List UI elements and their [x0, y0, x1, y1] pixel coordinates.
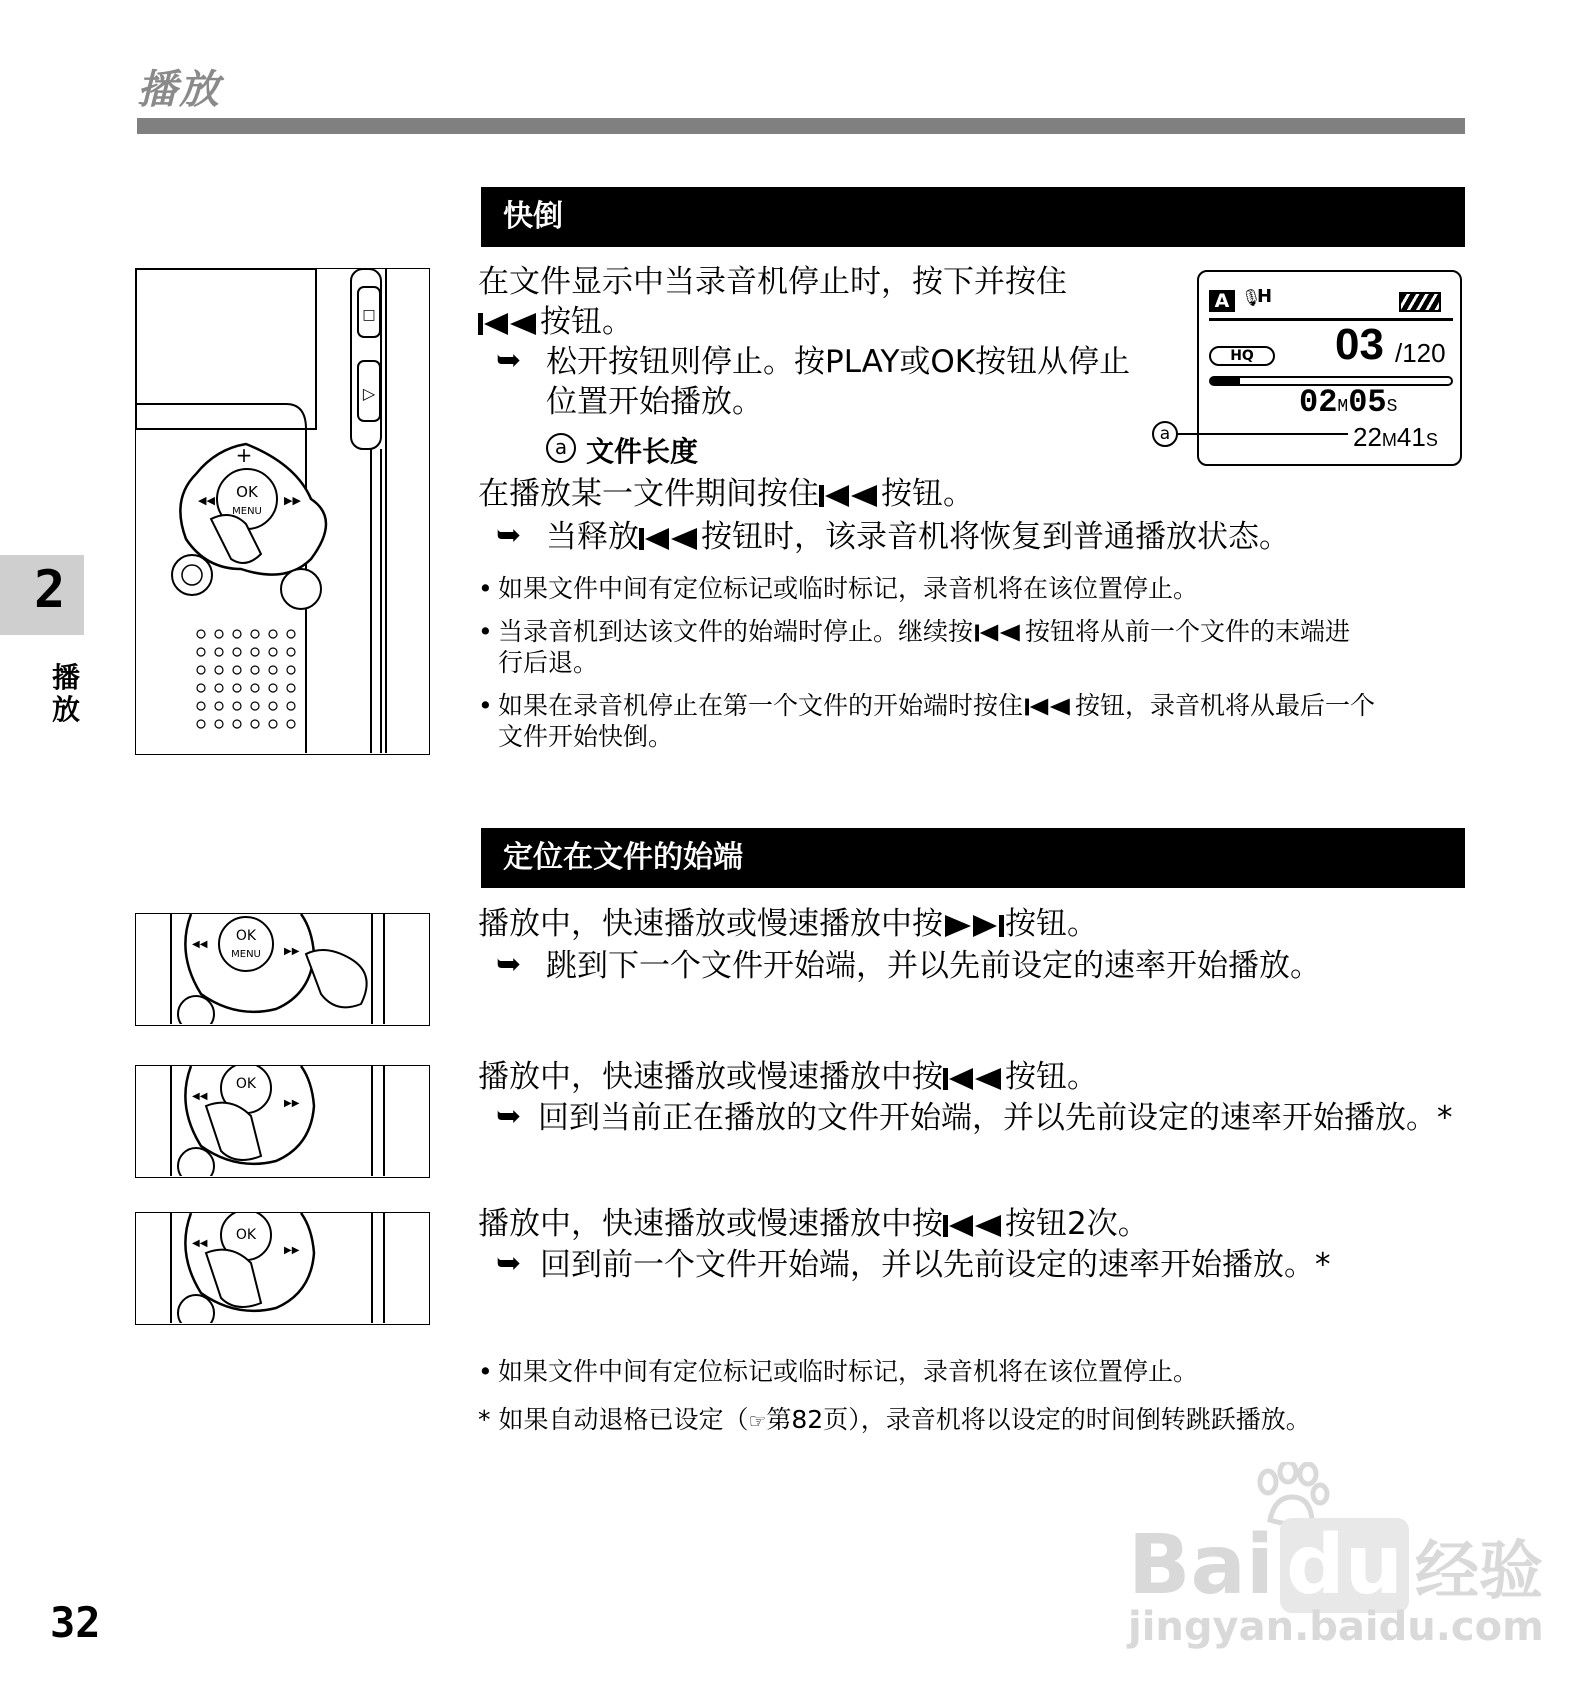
skip-back-icon [478, 311, 540, 337]
rewind-step1-line2-text: 按钮。 [540, 304, 633, 340]
baidu-watermark-url: jingyan.baidu.com [1128, 1604, 1544, 1650]
rewind-bullet-1: • 如果文件中间有定位标记或临时标记，录音机将在该位置停止。 [478, 574, 1199, 603]
battery-icon [1399, 292, 1441, 312]
lcd-progress-fill [1211, 378, 1240, 384]
svg-text:□: □ [362, 307, 376, 323]
rewind-bullet-2-pre: 当录音机到达该文件的始端时停止。继续按 [498, 617, 974, 646]
lcd-elapsed-sec: 05 [1348, 384, 1387, 421]
baidu-watermark-logo [1128, 1518, 1543, 1613]
svg-text:▶▶: ▶▶ [284, 494, 301, 507]
result-arrow-icon: ➥ [496, 1099, 522, 1134]
lcd-elapsed-min: 02 [1299, 384, 1338, 421]
locate-item-3-step [478, 1204, 1149, 1244]
rewind-result1-line2: 位置开始播放。 [546, 384, 763, 420]
locate-item-2-step [478, 1057, 1098, 1097]
rewind-result1-line1: 松开按钮则停止。按PLAY或OK按钮从停止 [546, 344, 1131, 380]
locate-note-2 [478, 1404, 1478, 1437]
result-arrow-icon: ➥ [496, 518, 522, 553]
skip-forward-illustration [135, 913, 430, 1026]
rewind-bullet-3-post: 按钮，录音机将从最后一个 [1075, 691, 1376, 720]
rewind-bullet-3-line2: 文件开始快倒。 [498, 722, 674, 751]
skip-back-illustration-1 [135, 1065, 430, 1178]
watermark-brand-a: Bai [1128, 1518, 1274, 1613]
lcd-file-current: 03 [1335, 320, 1384, 369]
svg-text:◀◀: ◀◀ [192, 939, 208, 950]
recorder-illustration [135, 268, 430, 755]
rewind-bullet-2: • 当录音机到达该文件的始端时停止。继续按 按钮将从前一个文件的末端进 行后退。 [478, 616, 1468, 678]
watermark-brand-c: 经验 [1415, 1535, 1544, 1609]
lcd-unit-s: S [1425, 430, 1438, 450]
svg-text:◀◀: ◀◀ [192, 1091, 208, 1102]
svg-text:▶▶: ▶▶ [284, 1098, 300, 1109]
page-number: 32 [50, 1598, 101, 1647]
rewind-result2 [546, 517, 1290, 557]
locate-note-1-text: 如果文件中间有定位标记或临时标记，录音机将在该位置停止。 [498, 1357, 1199, 1386]
section-title-rewind: 快倒 [481, 187, 1465, 247]
skip-back-icon [819, 483, 881, 509]
lcd-callout-line [1178, 433, 1348, 435]
rewind-step1-line1: 在文件显示中当录音机停止时，按下并按住 [478, 264, 1067, 300]
lcd-file-length [1353, 422, 1438, 453]
result-arrow-icon: ➥ [496, 343, 522, 378]
skip-forward-icon [943, 913, 1005, 939]
menu-label: MENU [232, 506, 262, 517]
lcd-callout-a: a [1152, 421, 1178, 447]
page-header-title: 播放 [137, 67, 221, 113]
rewind-step1-line2 [478, 302, 633, 342]
callout-a-marker: a [546, 433, 576, 463]
rewind-bullet-3-pre: 如果在录音机停止在第一个文件的开始端时按住 [498, 691, 1024, 720]
button-drawing [136, 1213, 428, 1323]
menu-label: MENU [231, 949, 261, 960]
locate-item-2-pre: 播放中，快速播放或慢速播放中按 [478, 1059, 943, 1095]
svg-text:◀◀: ◀◀ [198, 494, 215, 507]
lcd-unit-m: M [1337, 397, 1349, 417]
svg-text:▶▶: ▶▶ [284, 1245, 300, 1256]
result-arrow-icon: ➥ [496, 1246, 522, 1281]
svg-text:▷: ▷ [362, 384, 376, 403]
svg-text:▶▶: ▶▶ [284, 946, 300, 957]
lcd-unit-s: S [1386, 397, 1398, 417]
lcd-length-min: 22 [1353, 422, 1382, 452]
ok-label: OK [236, 483, 258, 501]
lcd-file-total: /120 [1395, 338, 1446, 368]
rewind-result2-pre: 当释放 [546, 519, 639, 555]
result-arrow-icon: ➥ [496, 947, 522, 982]
ok-label: OK [235, 1227, 257, 1243]
rewind-bullet-1-text: 如果文件中间有定位标记或临时标记，录音机将在该位置停止。 [498, 574, 1199, 603]
watermark-brand-b: du [1280, 1518, 1409, 1613]
locate-item-2-result: 回到当前正在播放的文件开始端，并以先前设定的速率开始播放。* [538, 1100, 1453, 1136]
locate-item-1-step [478, 904, 1098, 944]
skip-back-icon [943, 1066, 1005, 1092]
locate-item-1-post: 按钮。 [1005, 906, 1098, 942]
rewind-result2-post: 按钮时，该录音机将恢复到普通播放状态。 [701, 519, 1290, 555]
skip-back-icon [943, 1213, 1005, 1239]
locate-note-1: • 如果文件中间有定位标记或临时标记，录音机将在该位置停止。 [478, 1357, 1199, 1386]
lcd-divider [1209, 318, 1453, 321]
rewind-bullet-3: • 如果在录音机停止在第一个文件的开始端时按住 按钮，录音机将从最后一个 文件开始快倒。 [478, 690, 1468, 752]
recorder-drawing [136, 269, 428, 753]
lcd-unit-m: M [1381, 430, 1397, 450]
ok-label: OK [235, 928, 257, 944]
lcd-folder-badge: A [1209, 290, 1235, 312]
rewind-bullet-2-post: 按钮将从前一个文件的末端进 [1025, 617, 1351, 646]
rewind-step2-post: 按钮。 [881, 476, 974, 512]
chapter-number: 2 [34, 560, 66, 620]
rewind-step2 [478, 474, 974, 514]
mic-icon: 🎙 [1241, 288, 1262, 307]
locate-item-3-pre: 播放中，快速播放或慢速播放中按 [478, 1206, 943, 1242]
section-title-locate-start: 定位在文件的始端 [481, 828, 1465, 888]
rewind-bullet-2-line2: 行后退。 [498, 648, 599, 677]
locate-item-1-result: 跳到下一个文件开始端，并以先前设定的速率开始播放。 [546, 948, 1321, 984]
locate-item-1-pre: 播放中，快速播放或慢速播放中按 [478, 906, 943, 942]
ok-label: OK [235, 1076, 257, 1092]
button-drawing [136, 914, 428, 1024]
skip-back-illustration-2 [135, 1212, 430, 1325]
locate-note-2-post: 第82页），录音机将以设定的时间倒转跳跃播放。 [766, 1405, 1311, 1434]
locate-item-3-post: 按钮2次。 [1005, 1206, 1149, 1242]
chapter-label: 播放 [52, 661, 81, 726]
skip-back-icon [1023, 697, 1075, 717]
locate-item-3-result: 回到前一个文件开始端，并以先前设定的速率开始播放。* [540, 1247, 1331, 1283]
rewind-step2-pre: 在播放某一文件期间按住 [478, 476, 819, 512]
lcd-mic-sensitivity: H [1257, 286, 1273, 307]
lcd-mode-badge: HQ [1209, 346, 1275, 366]
header-rule [137, 118, 1465, 134]
skip-back-icon [973, 623, 1025, 643]
lcd-length-sec: 41 [1396, 422, 1426, 452]
button-drawing [136, 1066, 428, 1176]
locate-note-2-pre: * 如果自动退格已设定（ [478, 1405, 749, 1434]
skip-back-icon [639, 526, 701, 552]
svg-text:+: + [235, 443, 253, 467]
pointing-hand-icon: ☞ [748, 1409, 767, 1433]
lcd-elapsed-time [1299, 384, 1397, 421]
callout-file-length-label: 文件长度 [586, 435, 699, 468]
svg-text:◀◀: ◀◀ [192, 1238, 208, 1249]
lcd-display [1197, 270, 1462, 466]
locate-item-2-post: 按钮。 [1005, 1059, 1098, 1095]
